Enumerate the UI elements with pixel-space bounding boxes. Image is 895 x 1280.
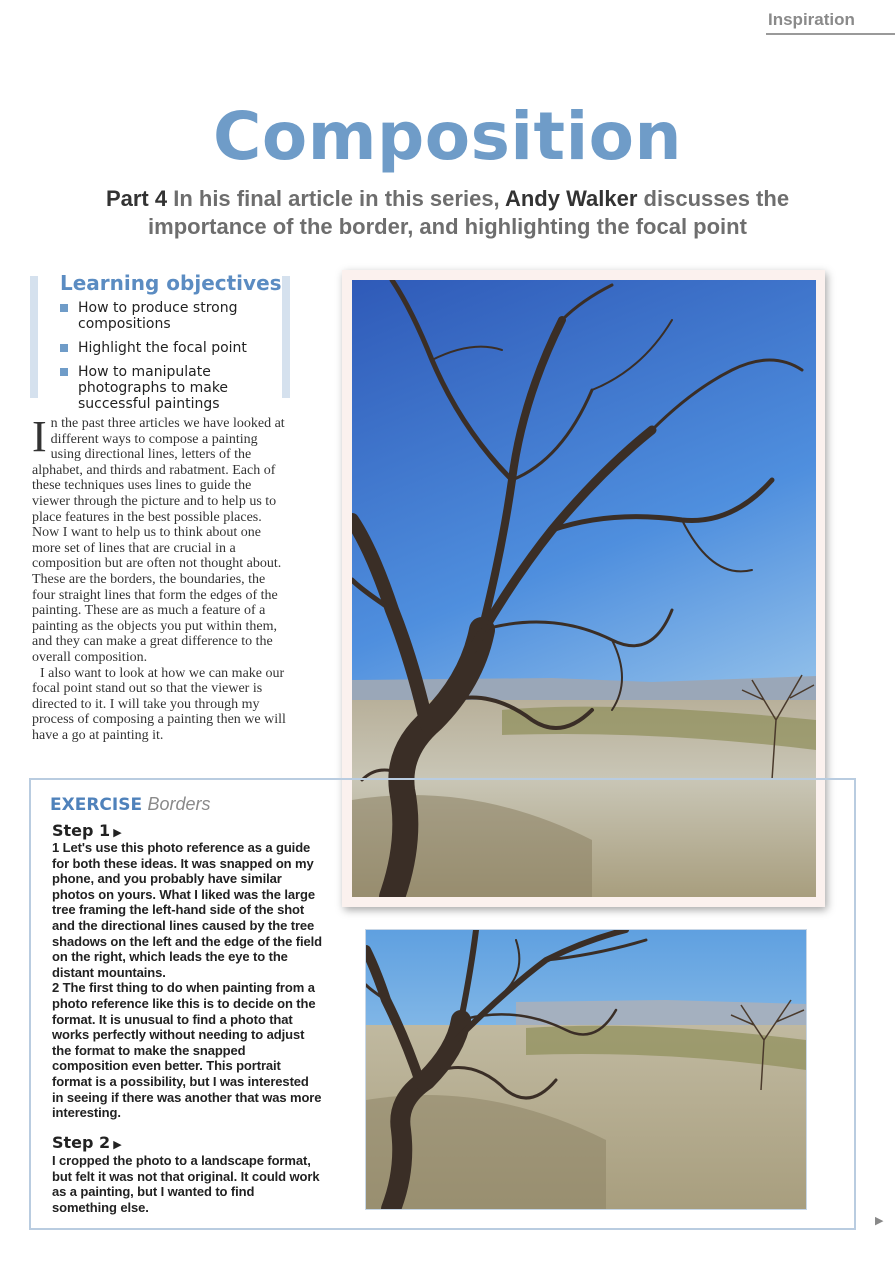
- next-page-icon[interactable]: ▶: [875, 1215, 884, 1227]
- subtitle-post: discusses the importance of the border, and highlighting the focal point: [148, 186, 790, 239]
- tree-photo-landscape-image: [366, 930, 806, 1209]
- intro-text: [32, 412, 290, 743]
- subtitle-author: Andy Walker: [504, 186, 638, 211]
- step2-title: Step 2 ▶: [52, 1133, 122, 1152]
- subtitle-pre: In his final article in this series,: [173, 186, 500, 211]
- step1-text: 1 Let's use this photo reference as a guide for both these ideas. It was snapped on my phone, and you probably have similar photos on yours. What I liked was the large tree framing the left-hand side of the shot and the directional lines caused by the tree shadows on the left and the edge of the field on the right, which leads the eye to the distant mountains. 2 The first thing to do when painting from a photo reference like this is to decide on the format. It is unusual to find a photo that works perfectly without needing to adjust the format to make the snapped composition even better. This portrait format is a possibility, but I was interested in seeing if there was another that was more interesting.: [52, 840, 322, 1121]
- step2-text: I cropped the photo to a landscape format, but felt it was not that original. It could work as a painting, but I wanted to find something else.: [52, 1153, 320, 1215]
- objective-item: Highlight the focal point: [54, 340, 274, 356]
- learning-objectives-title: Learning objectives: [60, 271, 282, 295]
- learning-objectives-box: [30, 271, 290, 412]
- exercise-title: Borders: [147, 794, 211, 814]
- intro-paragraph-2: I also want to look at how we can make our focal point stand out so that the viewer is directed to it. I will take you through my process of composing a painting then we will have a go at painting it.: [32, 665, 286, 743]
- subtitle-part: Part 4: [105, 186, 168, 211]
- intro-paragraph-1: In the past three articles we have looked at different ways to compose a painting using directional lines, letters of the alphabet, and thirds and rabatment. Each of these techniques uses lines to guide the viewer through the picture and to help us to place features in the best possible places. Now I want to help us to think about one more set of lines that are crucial in a composition but are often not thought about. These are the borders, the boundaries, the four straight lines that form the edges of the painting. These are as much a feature of a painting as the objects you put within them, and they can make a great difference to the overall composition.: [32, 412, 285, 665]
- exercise-label: EXERCISE: [50, 795, 143, 815]
- objective-item: How to manipulate photographs to make successful paintings: [54, 364, 274, 412]
- exercise-heading: [50, 794, 211, 815]
- square-bullet-icon: [60, 304, 68, 312]
- article-title: Composition: [212, 98, 683, 175]
- objective-item: How to produce strong compositions: [54, 300, 274, 332]
- section-rule: [766, 33, 895, 35]
- article-subtitle: [90, 185, 805, 241]
- triangle-right-icon: ▶: [113, 1138, 122, 1151]
- learning-objectives-list: [54, 300, 274, 420]
- square-bullet-icon: [60, 344, 68, 352]
- triangle-right-icon: ▶: [113, 826, 122, 839]
- step1-title: Step 1 ▶: [52, 821, 122, 840]
- dropcap: I: [32, 412, 47, 461]
- square-bullet-icon: [60, 368, 68, 376]
- section-label: Inspiration: [768, 10, 855, 29]
- photo-landscape: [365, 929, 807, 1210]
